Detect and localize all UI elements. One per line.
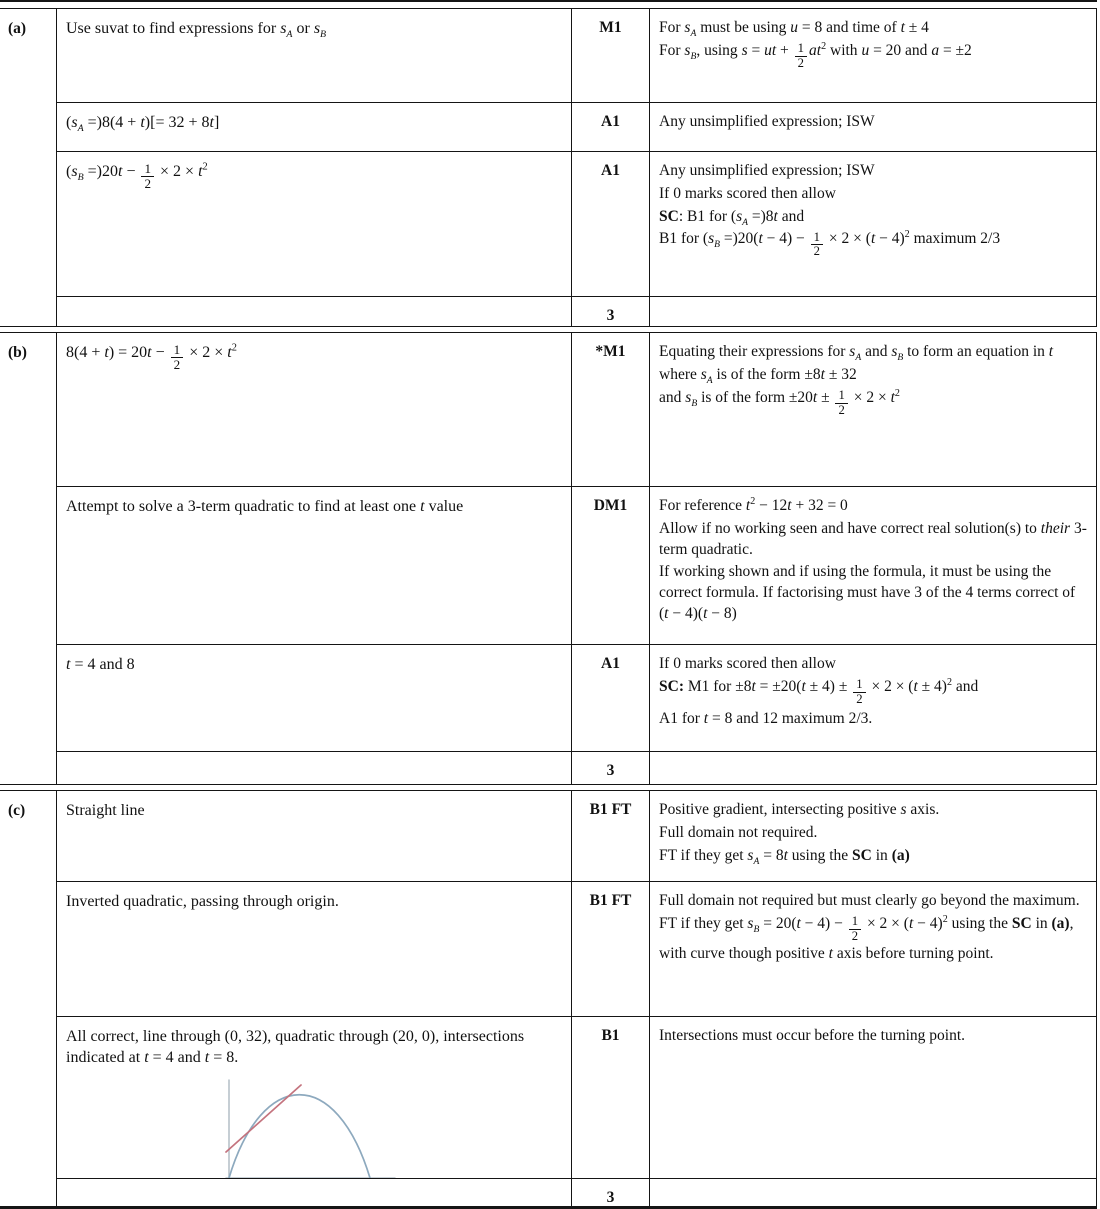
guidance-text: If working shown and if using the formula, it must be using the correct formula. If factorising must have 3 of the 4 terms correct of (t − 4)(t − 8) [659,563,1076,622]
guidance-cell [650,751,1096,784]
guidance-text: Full domain not required. [659,823,818,841]
mark-label: A1 [601,113,620,130]
guidance-text: Any unsimplified expression; ISW [659,113,875,130]
mark-cell [572,881,650,1016]
straight-line [226,1085,301,1152]
answer-cell [57,296,572,326]
answer-cell [57,486,572,644]
fraction: $\frac{1}{2}$ [853,678,865,706]
guidance-text: Full domain not required but must clearly go beyond the maximum. [659,892,1080,909]
guidance-cell [650,791,1096,881]
guidance-text: Equating their expressions for $s_A$ and $s_B$ to form an equation in t [659,343,1054,364]
answer-text: Attempt to solve a 3-term quadratic to find at least one t value [66,498,464,515]
mark-label: B1 FT [589,801,632,818]
guidance-text: If 0 marks scored then allow [659,184,836,202]
guidance-cell [650,102,1096,151]
fraction: $\frac{1}{2}$ [835,389,847,417]
guidance-text: Any unsimplified expression; ISW [659,162,875,179]
guidance-cell [650,486,1096,644]
table-top-rule [0,0,1097,9]
guidance-cell [650,644,1096,751]
section-a [0,9,1097,326]
mark-cell [572,1016,650,1178]
guidance-text: SC: B1 for $(s_A =)8t$ and [659,207,805,228]
part-label: (b) [0,333,57,784]
answer-text: Straight line [66,802,145,819]
guidance-text: For $s_B$, using s = ut + $\frac{1}{2}$ $at^2$ with u = 20 and a = ±2 [659,40,972,70]
total-marks-cell [572,296,650,326]
mark-label: M1 [599,19,622,36]
answer-text: Inverted quadratic, passing through origin. [66,893,339,910]
fraction: $\frac{1}{2}$ [171,343,184,372]
quadratic-curve [229,1095,374,1178]
mark-cell [572,486,650,644]
mark-cell [572,151,650,296]
mark-label: A1 [601,655,620,672]
guidance-text: For $s_A$ must be using u = 8 and time of t ± 4 [659,19,929,40]
part-label: (c) [0,791,57,1206]
guidance-text: For reference $t^2 - 12t + 32 = 0$ [659,495,848,514]
answer-cell [57,333,572,486]
fraction: $\frac{1}{2}$ [141,162,154,191]
answer-cell [57,644,572,751]
answer-text: $(s_A =)8(4 + t)[= 32 + 8t]$ [66,114,220,135]
section-divider [0,326,1097,333]
mark-cell [572,644,650,751]
part-label: (a) [0,9,57,326]
guidance-cell [650,881,1096,1016]
answer-cell [57,751,572,784]
answer-text: All correct, line through (0, 32), quadratic through (20, 0), intersections indicated at t = 4 and t = 8. [66,1028,525,1067]
guidance-text: Intersections must occur before the turning point. [659,1027,966,1044]
guidance-cell [650,151,1096,296]
mark-cell [572,333,650,486]
guidance-text: B1 for $(s_B =)20(t - 4)$ − $\frac{1}{2}$ × $2 \times (t - 4)^2$ maximum 2/3 [659,229,1001,259]
answer-cell [57,881,572,1016]
fraction: $\frac{1}{2}$ [795,42,807,70]
guidance-cell [650,296,1096,326]
sketch-graph [224,1072,402,1178]
answer-text: $(s_B =)20t$ − $\frac{1}{2}$ × $2 \times t^2$ [66,161,208,192]
guidance-text: and $s_B$ is of the form ±20t ± $\frac{1}{2}$ × $2 \times t^2$ [659,387,900,417]
section-divider [0,784,1097,791]
guidance-text: Positive gradient, intersecting positive s axis. [659,801,940,818]
fraction: $\frac{1}{2}$ [811,231,823,259]
guidance-text: Allow if no working seen and have correct real solution(s) to their 3-term quadratic. [659,519,1087,558]
mark-label: 3 [606,307,615,324]
answer-text: t = 4 and 8 [66,656,135,673]
answer-cell [57,791,572,881]
guidance-text: SC: M1 for ±8t = ±20(t ± 4) ± $\frac{1}{2}$ × $2 \times (t \pm 4)^2$ and [659,676,979,706]
answer-text: Use suvat to find expressions for $s_A$ or $s_B$ [66,20,327,41]
answer-cell [57,1016,572,1178]
answer-cell [57,9,572,102]
guidance-cell [650,9,1096,102]
mark-cell [572,102,650,151]
mark-cell [572,791,650,881]
guidance-text: If 0 marks scored then allow [659,655,836,672]
guidance-cell [650,333,1096,486]
guidance-cell [650,1016,1096,1178]
mark-label: *M1 [595,343,626,360]
answer-text: 8(4 + t) = 20t − $\frac{1}{2}$ × $2 \times t^2$ [66,342,237,373]
total-marks-cell [572,751,650,784]
guidance-text: where $s_A$ is of the form ±8t ± 32 [659,365,857,386]
guidance-text: A1 for t = 8 and 12 maximum 2/3. [659,709,873,727]
mark-label: DM1 [593,497,628,514]
mark-cell [572,9,650,102]
guidance-text: FT if they get $s_A = 8t$ using the SC in (a) [659,846,910,867]
section-b [0,333,1097,784]
mark-label: B1 FT [589,892,632,909]
mark-label: 3 [606,1189,615,1206]
fraction: $\frac{1}{2}$ [849,915,861,943]
guidance-text: FT if they get $s_B = 20(t - 4)$ − $\frac{1}{2}$ × $2 \times (t - 4)^2$ using the SC in (a), with curve though positive t axis before turning point. [659,913,1074,962]
answer-cell [57,151,572,296]
section-c [0,791,1097,1206]
mark-label: B1 [601,1027,620,1044]
mark-label: A1 [601,162,620,179]
answer-cell [57,102,572,151]
mark-label: 3 [606,762,615,779]
